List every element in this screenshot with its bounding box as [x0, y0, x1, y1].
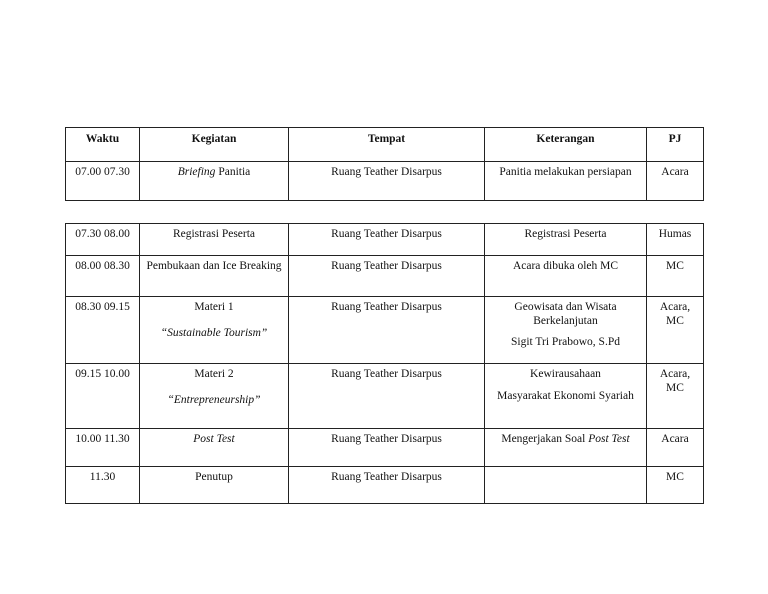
table-row	[66, 467, 704, 504]
cell-kegiatan: Registrasi Peserta	[140, 224, 289, 256]
cell-keterangan	[485, 429, 647, 467]
kegiatan-subtitle: “Entrepreneurship”	[167, 393, 261, 406]
cell-keterangan	[485, 467, 647, 504]
cell-tempat: Ruang Teather Disarpus	[289, 429, 485, 467]
kegiatan-rest: Panitia	[215, 166, 251, 178]
cell-kegiatan: Pembukaan dan Ice Breaking	[140, 256, 289, 297]
cell-waktu: 08.30 09.15	[66, 297, 140, 364]
cell-tempat: Ruang Teather Disarpus	[289, 256, 485, 297]
table-row	[66, 256, 704, 297]
table-row	[66, 224, 704, 256]
cell-keterangan: Acara dibuka oleh MC	[485, 256, 647, 297]
cell-pj: MC	[647, 256, 704, 297]
cell-waktu: 07.30 08.00	[66, 224, 140, 256]
cell-pj: MC	[647, 467, 704, 504]
kegiatan-title: Materi 1	[194, 301, 234, 313]
cell-waktu: 10.00 11.30	[66, 429, 140, 467]
table-row	[66, 429, 704, 467]
kegiatan-subtitle: “Sustainable Tourism”	[160, 326, 268, 339]
keterangan-speaker: Sigit Tri Prabowo, S.Pd	[511, 336, 620, 349]
header-waktu: Waktu	[66, 128, 140, 162]
cell-pj: Acara, MC	[647, 297, 704, 364]
cell-pj: Acara	[647, 429, 704, 467]
table-row	[66, 297, 704, 364]
cell-tempat: Ruang Teather Disarpus	[289, 297, 485, 364]
keterangan-topic: Geowisata dan Wisata Berkelanjutan	[514, 301, 617, 327]
header-kegiatan: Kegiatan	[140, 128, 289, 162]
cell-kegiatan	[140, 297, 289, 364]
cell-tempat: Ruang Teather Disarpus	[289, 467, 485, 504]
kegiatan-title: Materi 2	[194, 368, 234, 380]
header-tempat: Tempat	[289, 128, 485, 162]
keterangan-plain: Mengerjakan Soal	[501, 433, 589, 445]
cell-pj: Acara, MC	[647, 364, 704, 429]
table-row	[66, 364, 704, 429]
kegiatan-italic: Briefing	[177, 166, 216, 178]
cell-keterangan: Panitia melakukan persiapan	[485, 162, 647, 201]
header-keterangan: Keterangan	[485, 128, 647, 162]
keterangan-topic: Kewirausahaan	[530, 368, 601, 380]
header-pj: PJ	[647, 128, 704, 162]
schedule-table-body	[65, 223, 704, 504]
table-header-row	[66, 128, 704, 162]
keterangan-speaker: Masyarakat Ekonomi Syariah	[497, 389, 634, 402]
cell-keterangan	[485, 364, 647, 429]
cell-pj: Humas	[647, 224, 704, 256]
cell-kegiatan	[140, 364, 289, 429]
schedule-table-header	[65, 127, 704, 201]
cell-kegiatan: Penutup	[140, 467, 289, 504]
cell-tempat: Ruang Teather Disarpus	[289, 224, 485, 256]
cell-waktu: 07.00 07.30	[66, 162, 140, 201]
cell-waktu: 11.30	[66, 467, 140, 504]
cell-keterangan: Registrasi Peserta	[485, 224, 647, 256]
cell-kegiatan	[140, 162, 289, 201]
table-row	[66, 162, 704, 201]
cell-tempat: Ruang Teather Disarpus	[289, 364, 485, 429]
cell-kegiatan: Post Test	[140, 429, 289, 467]
cell-keterangan	[485, 297, 647, 364]
keterangan-italic: Post Test	[588, 433, 630, 445]
cell-tempat: Ruang Teather Disarpus	[289, 162, 485, 201]
cell-waktu: 08.00 08.30	[66, 256, 140, 297]
cell-pj: Acara	[647, 162, 704, 201]
cell-waktu: 09.15 10.00	[66, 364, 140, 429]
